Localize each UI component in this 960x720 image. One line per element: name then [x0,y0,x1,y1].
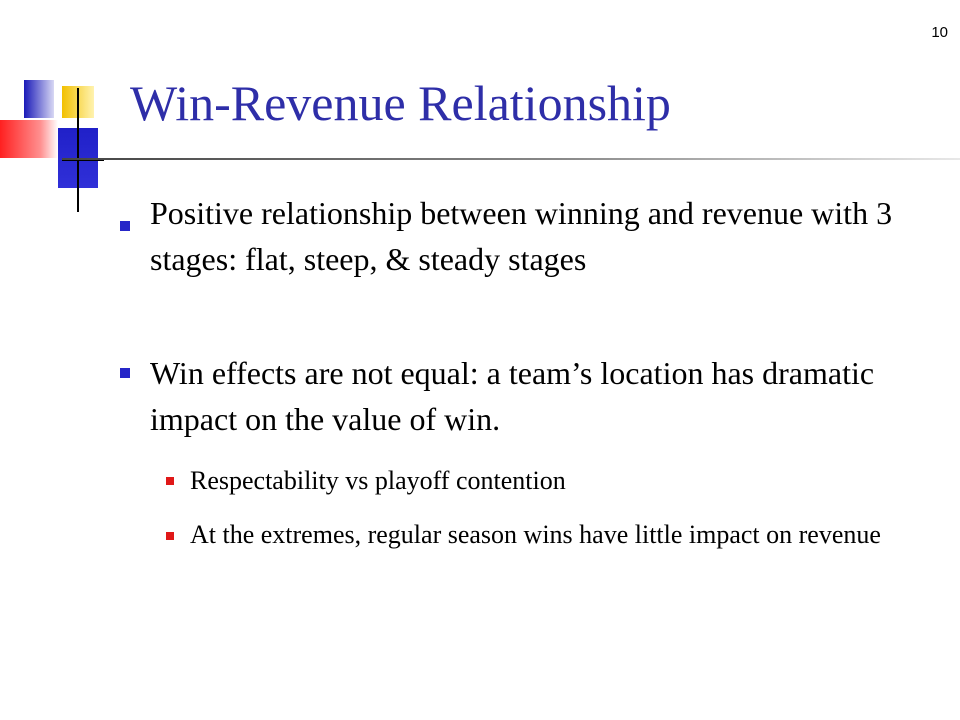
page-number: 10 [931,24,948,41]
sub-bullet-item: Respectability vs playoff contention [190,466,566,495]
slide-title: Win-Revenue Relationship [130,75,671,131]
bullet-item: Positive relationship between winning and revenue with 3 stages: flat, steep, & steady stages [150,195,893,277]
bullet-item: Win effects are not equal: a team’s location has dramatic impact on the value of win. [150,355,875,437]
title-decoration [0,0,130,230]
title-underline [62,158,960,160]
bullet-marker [120,368,130,378]
sub-bullet-item: At the extremes, regular season wins have little impact on revenue [190,520,881,549]
sub-bullet-marker [166,477,174,485]
sub-bullet-marker [166,532,174,540]
bullet-marker [120,221,130,231]
